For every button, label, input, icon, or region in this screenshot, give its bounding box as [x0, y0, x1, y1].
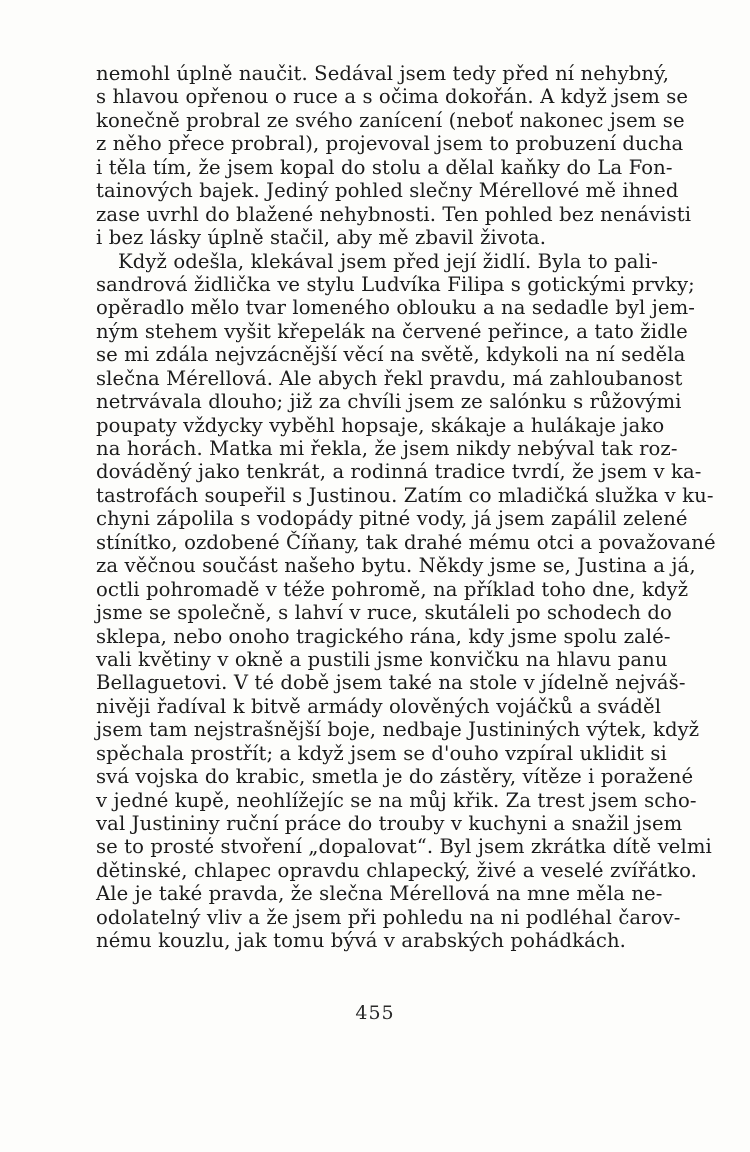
- text-line: val Justininy ruční práce do trouby v kuchyni a snažil jsem: [96, 812, 683, 835]
- text-line: zase uvrhl do blažené nehybnosti. Ten pohled bez nenávisti: [96, 202, 692, 226]
- paragraph: [96, 249, 716, 953]
- page-number: 455: [355, 1002, 395, 1024]
- text-line: nemohl úplně naučit. Sedával jsem tedy před ní nehybný,: [96, 62, 670, 85]
- text-line: netrvávala dlouho; již za chvíli jsem ze salónku s růžovými: [96, 390, 682, 414]
- text-line: v jedné kupě, neohlížejíc se na můj křik. Za trest jsem scho-: [96, 788, 697, 812]
- text-line: octli pohromadě v téže pohromě, na příklad toho dne, když: [96, 577, 689, 601]
- text-line: dováděný jako tenkrát, a rodinná tradice tvrdí, že jsem v ka-: [96, 460, 702, 484]
- text-line: ným stehem vyšit křepelák na červené peřince, a tato židle: [96, 319, 688, 343]
- text-line: stínítko, ozdobené Číňany, tak drahé mému otci a považované: [96, 530, 716, 554]
- text-line: jsme se společně, s lahví v ruce, skutáleli po schodech do: [96, 601, 672, 625]
- text-line: se to prosté stvoření „dopalovat“. Byl jsem zkrátka dítě velmi: [96, 835, 712, 859]
- body-text: [96, 62, 716, 953]
- text-line: dětinské, chlapec opravdu chlapecký, živé a veselé zvířátko.: [96, 858, 697, 882]
- text-line: poupaty vždycky vyběhl hopsaje, skákaje a hulákaje jako: [96, 413, 665, 437]
- text-line: svá vojska do krabic, smetla je do zástěry, vítěze i poražené: [96, 765, 694, 789]
- text-line: slečna Mérellová. Ale abych řekl pravdu, má zahloubanost: [96, 366, 683, 390]
- text-line: Když odešla, klekával jsem před její židlí. Byla to pali-: [118, 249, 658, 273]
- text-line: spěchala prostřít; a když jsem se d'ouho vzpíral uklidit si: [96, 741, 667, 765]
- text-line: sandrová židlička ve stylu Ludvíka Filipa s gotickými prvky;: [96, 272, 695, 296]
- text-line: nému kouzlu, jak tomu bývá v arabských pohádkách.: [96, 929, 626, 953]
- text-line: jsem tam nejstrašnější boje, nedbaje Justininých výtek, když: [96, 718, 700, 742]
- text-line: vali květiny v okně a pustili jsme konvičku na hlavu panu: [96, 647, 668, 671]
- text-line: na horách. Matka mi řekla, že jsem nikdy nebýval tak roz-: [96, 437, 678, 460]
- text-line: tastrofách soupeřil s Justinou. Zatím co mladičká služka v ku-: [96, 483, 714, 507]
- text-line: se mi zdála nejvzácnější věcí na světě, kdykoli na ní seděla: [96, 343, 686, 367]
- text-line: opěradlo mělo tvar lomeného oblouku a na sedadle byl jem-: [96, 296, 695, 320]
- text-line: Ale je také pravda, že slečna Mérellová na mne měla ne-: [96, 882, 663, 906]
- text-line: odolatelný vliv a že jsem při pohledu na ni podléhal čarov-: [96, 905, 681, 929]
- text-line: chyni zápolila s vodopády pitné vody, já jsem zapálil zelené: [96, 507, 688, 531]
- text-line: i bez lásky úplně stačil, aby mě zbavil života.: [96, 226, 547, 250]
- text-line: Bellaguetovi. V té době jsem také na stole v jídelně nejváš-: [96, 671, 686, 695]
- text-line: za věčnou součást našeho bytu. Někdy jsme se, Justina a já,: [96, 554, 696, 578]
- text-line: tainových bajek. Jediný pohled slečny Mérellové mě ihned: [96, 179, 679, 203]
- paragraph: [96, 62, 692, 250]
- text-line: i těla tím, že jsem kopal do stolu a dělal kaňky do La Fon-: [96, 155, 673, 179]
- text-line: sklepa, nebo onoho tragického rána, kdy jsme spolu zalé-: [96, 624, 671, 648]
- text-line: konečně probral ze svého zanícení (neboť nakonec jsem se: [96, 108, 685, 132]
- text-line: nivěji řadíval k bitvě armády olověných vojáčků a sváděl: [96, 694, 662, 718]
- text-line: s hlavou opřenou o ruce a s očima dokořán. A když jsem se: [96, 85, 689, 109]
- text-line: z něho přece probral), projevoval jsem to probuzení ducha: [96, 132, 684, 156]
